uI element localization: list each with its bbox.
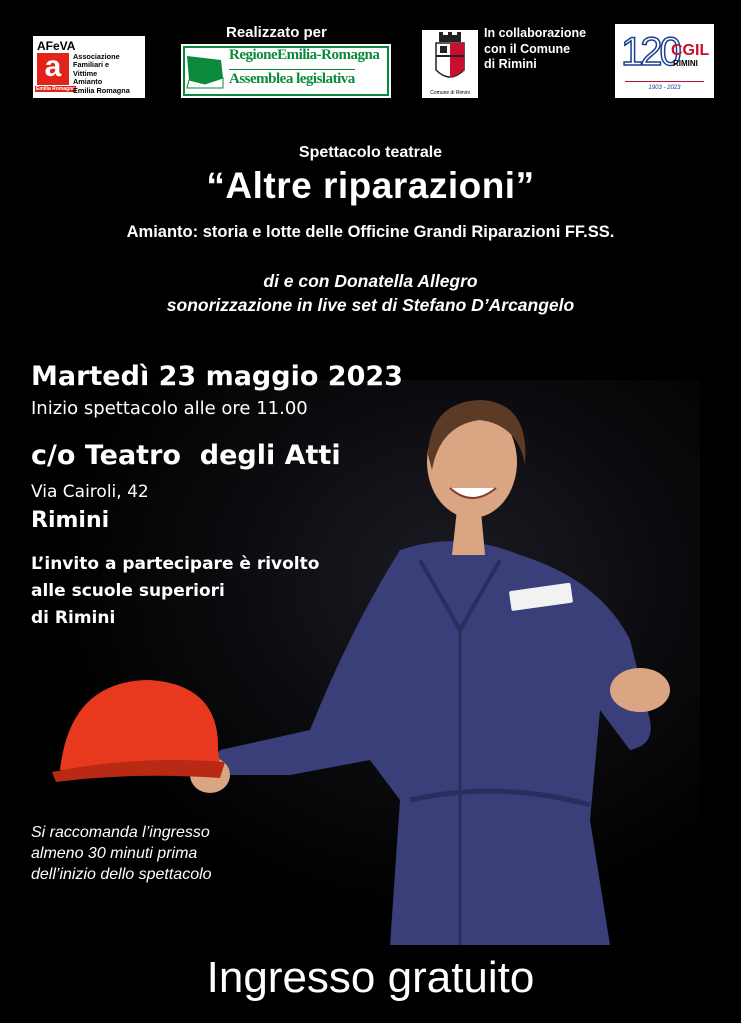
event-address: Via Cairoli, 42 bbox=[31, 482, 149, 502]
cgil-years: 1903 - 2023 bbox=[648, 85, 681, 91]
cgil-logo bbox=[615, 24, 714, 98]
invite-text: L’invito a partecipare è rivolto alle scuole superiori di Rimini bbox=[31, 554, 320, 629]
event-date: Martedì 23 maggio 2023 bbox=[31, 361, 403, 392]
collaboration-text: In collaborazione con il Comune di Rimini bbox=[484, 26, 587, 72]
event-title: “Altre riparazioni” bbox=[206, 165, 535, 206]
cgil-name: CGIL bbox=[671, 42, 710, 59]
event-venue: c/o Teatro degli Atti bbox=[31, 440, 341, 471]
afeva-subname: Emilia Romagna bbox=[36, 86, 75, 92]
admission-text: Ingresso gratuito bbox=[206, 953, 535, 1002]
regione-name: RegioneEmilia-Romagna bbox=[229, 47, 380, 63]
realizzato-label: Realizzato per bbox=[226, 24, 327, 41]
afeva-mark: a bbox=[37, 53, 69, 85]
event-credits-sound: sonorizzazione in live set di Stefano D’Arcangelo bbox=[166, 295, 575, 315]
cgil-anniversary-number: 120 bbox=[621, 30, 679, 74]
afeva-brand: AFeVA bbox=[37, 39, 76, 53]
regione-map-icon bbox=[185, 50, 225, 90]
comune-rimini-logo bbox=[422, 30, 478, 98]
afeva-logo bbox=[33, 36, 145, 98]
regione-assembly: Assemblea legislativa bbox=[229, 71, 355, 87]
afeva-description: Associazione Familiari e Vittime Amianto Emilia Romagna bbox=[73, 52, 130, 95]
comune-caption: Comune di Rimini bbox=[430, 90, 470, 96]
arrival-note: Si raccomanda l’ingresso almeno 30 minuti prima dell’inizio dello spettacolo bbox=[31, 824, 212, 883]
event-subtitle: Spettacolo teatrale bbox=[298, 144, 443, 161]
cgil-city: RIMINI bbox=[673, 59, 698, 68]
event-credits-author: di e con Donatella Allegro bbox=[263, 271, 478, 291]
event-time: Inizio spettacolo alle ore 11.00 bbox=[31, 398, 308, 419]
event-tagline: Amianto: storia e lotte delle Officine Grandi Riparazioni FF.SS. bbox=[126, 223, 615, 241]
rimini-coat-of-arms-icon bbox=[422, 30, 478, 98]
event-city: Rimini bbox=[31, 508, 110, 533]
regione-logo bbox=[181, 44, 391, 98]
